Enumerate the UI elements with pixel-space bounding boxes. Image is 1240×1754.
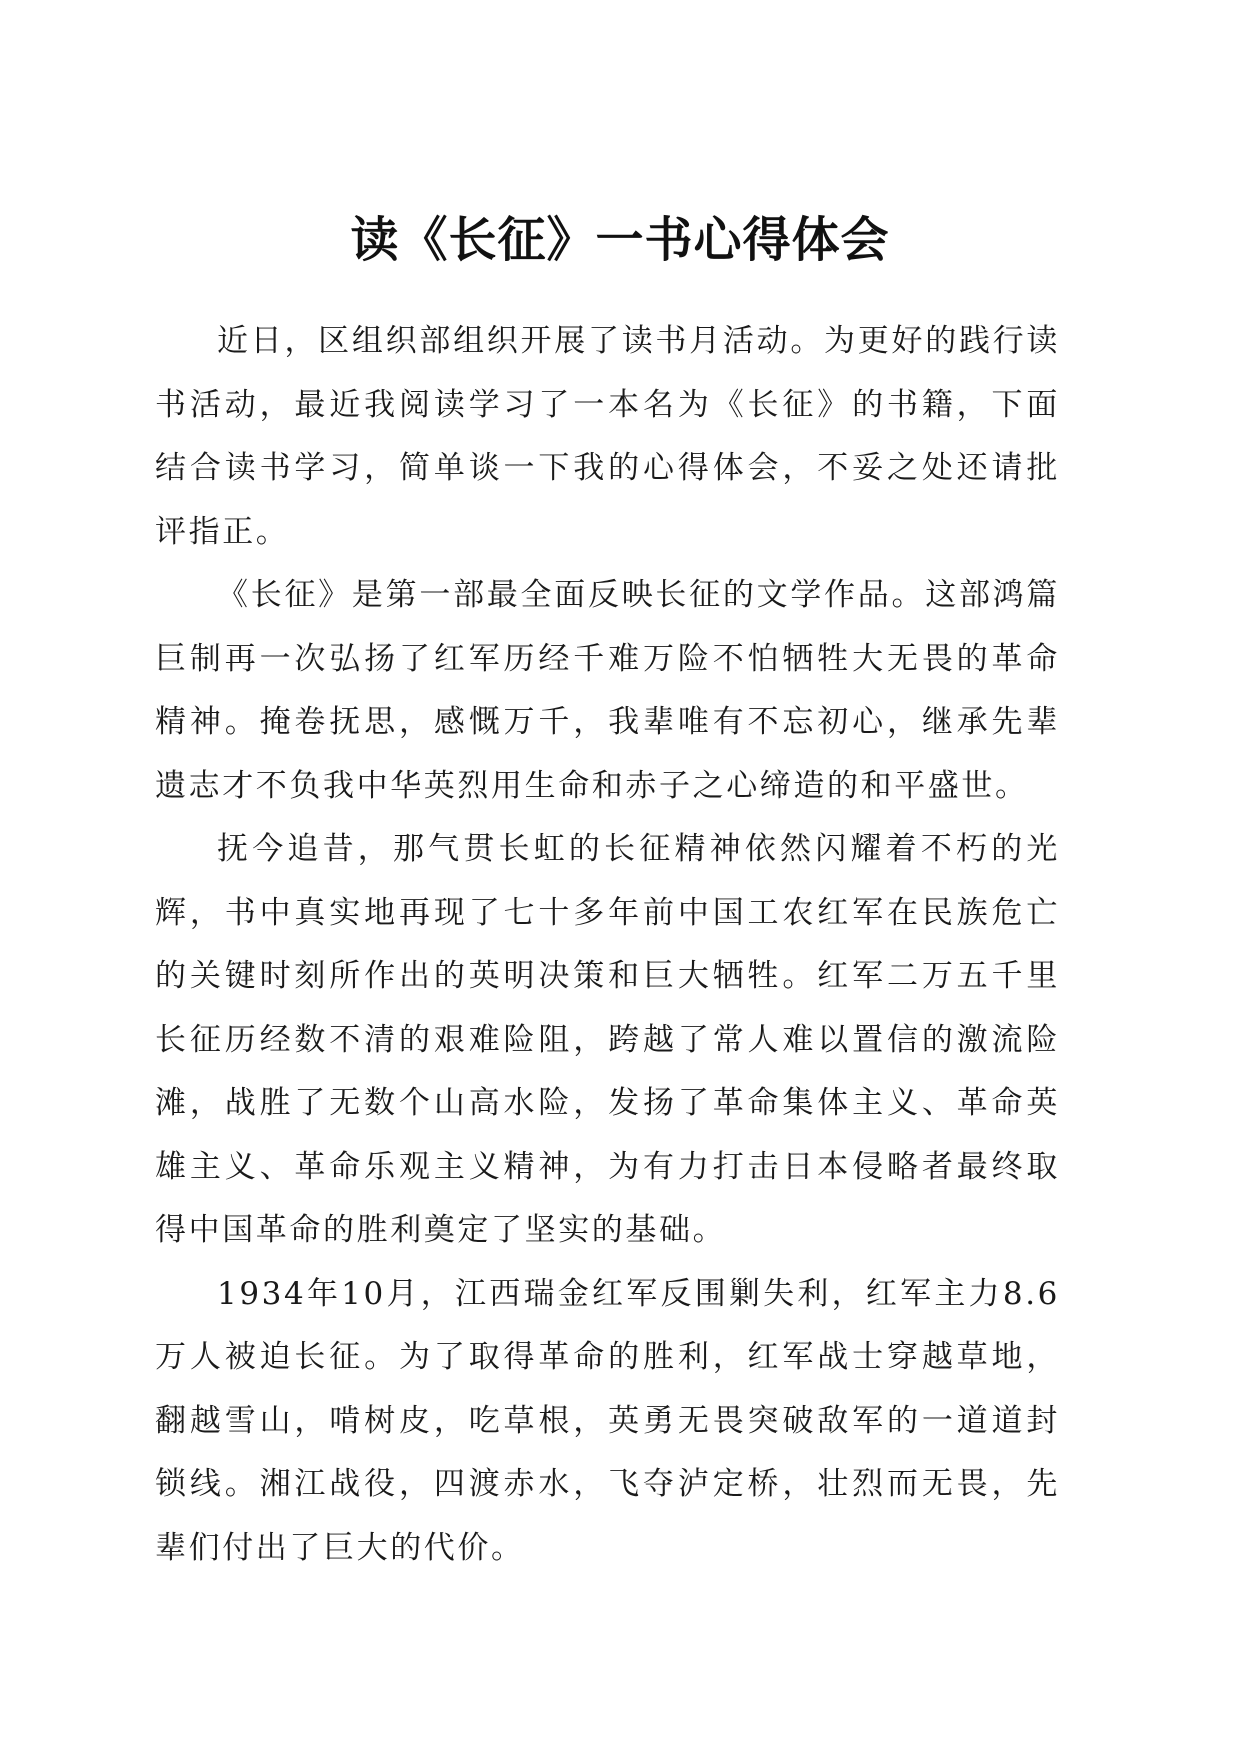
paragraph-2: 《长征》是第一部最全面反映长征的文学作品。这部鸿篇巨制再一次弘扬了红军历经千难万险不怕牺牲大无畏的革命精神。掩卷抚思，感慨万千，我辈唯有不忘初心，继承先辈遗志才不负我中华英烈用生命和赤子之心缔造的和平盛世。 <box>155 577 1060 804</box>
document-title: 读《长征》一书心得体会 <box>350 212 890 268</box>
document-body <box>155 310 1060 1580</box>
paragraph-4: 1934年10月，江西瑞金红军反围剿失利，红军主力8.6万人被迫长征。为了取得革命的胜利，红军战士穿越草地，翻越雪山，啃树皮，吃草根，英勇无畏突破敌军的一道道封锁线。湘江战役，四渡赤水，飞夺泸定桥，壮烈而无畏，先辈们付出了巨大的代价。 <box>155 1275 1060 1566</box>
paragraph-1: 近日，区组织部组织开展了读书月活动。为更好的践行读书活动，最近我阅读学习了一本名为《长征》的书籍，下面结合读书学习，简单谈一下我的心得体会，不妥之处还请批评指正。 <box>155 323 1060 550</box>
paragraph-3: 抚今追昔，那气贯长虹的长征精神依然闪耀着不朽的光辉，书中真实地再现了七十多年前中国工农红军在民族危亡的关键时刻所作出的英明决策和巨大牺牲。红军二万五千里长征历经数不清的艰难险阻，跨越了常人难以置信的激流险滩，战胜了无数个山高水险，发扬了革命集体主义、革命英雄主义、革命乐观主义精神，为有力打击日本侵略者最终取得中国革命的胜利奠定了坚实的基础。 <box>155 831 1060 1248</box>
